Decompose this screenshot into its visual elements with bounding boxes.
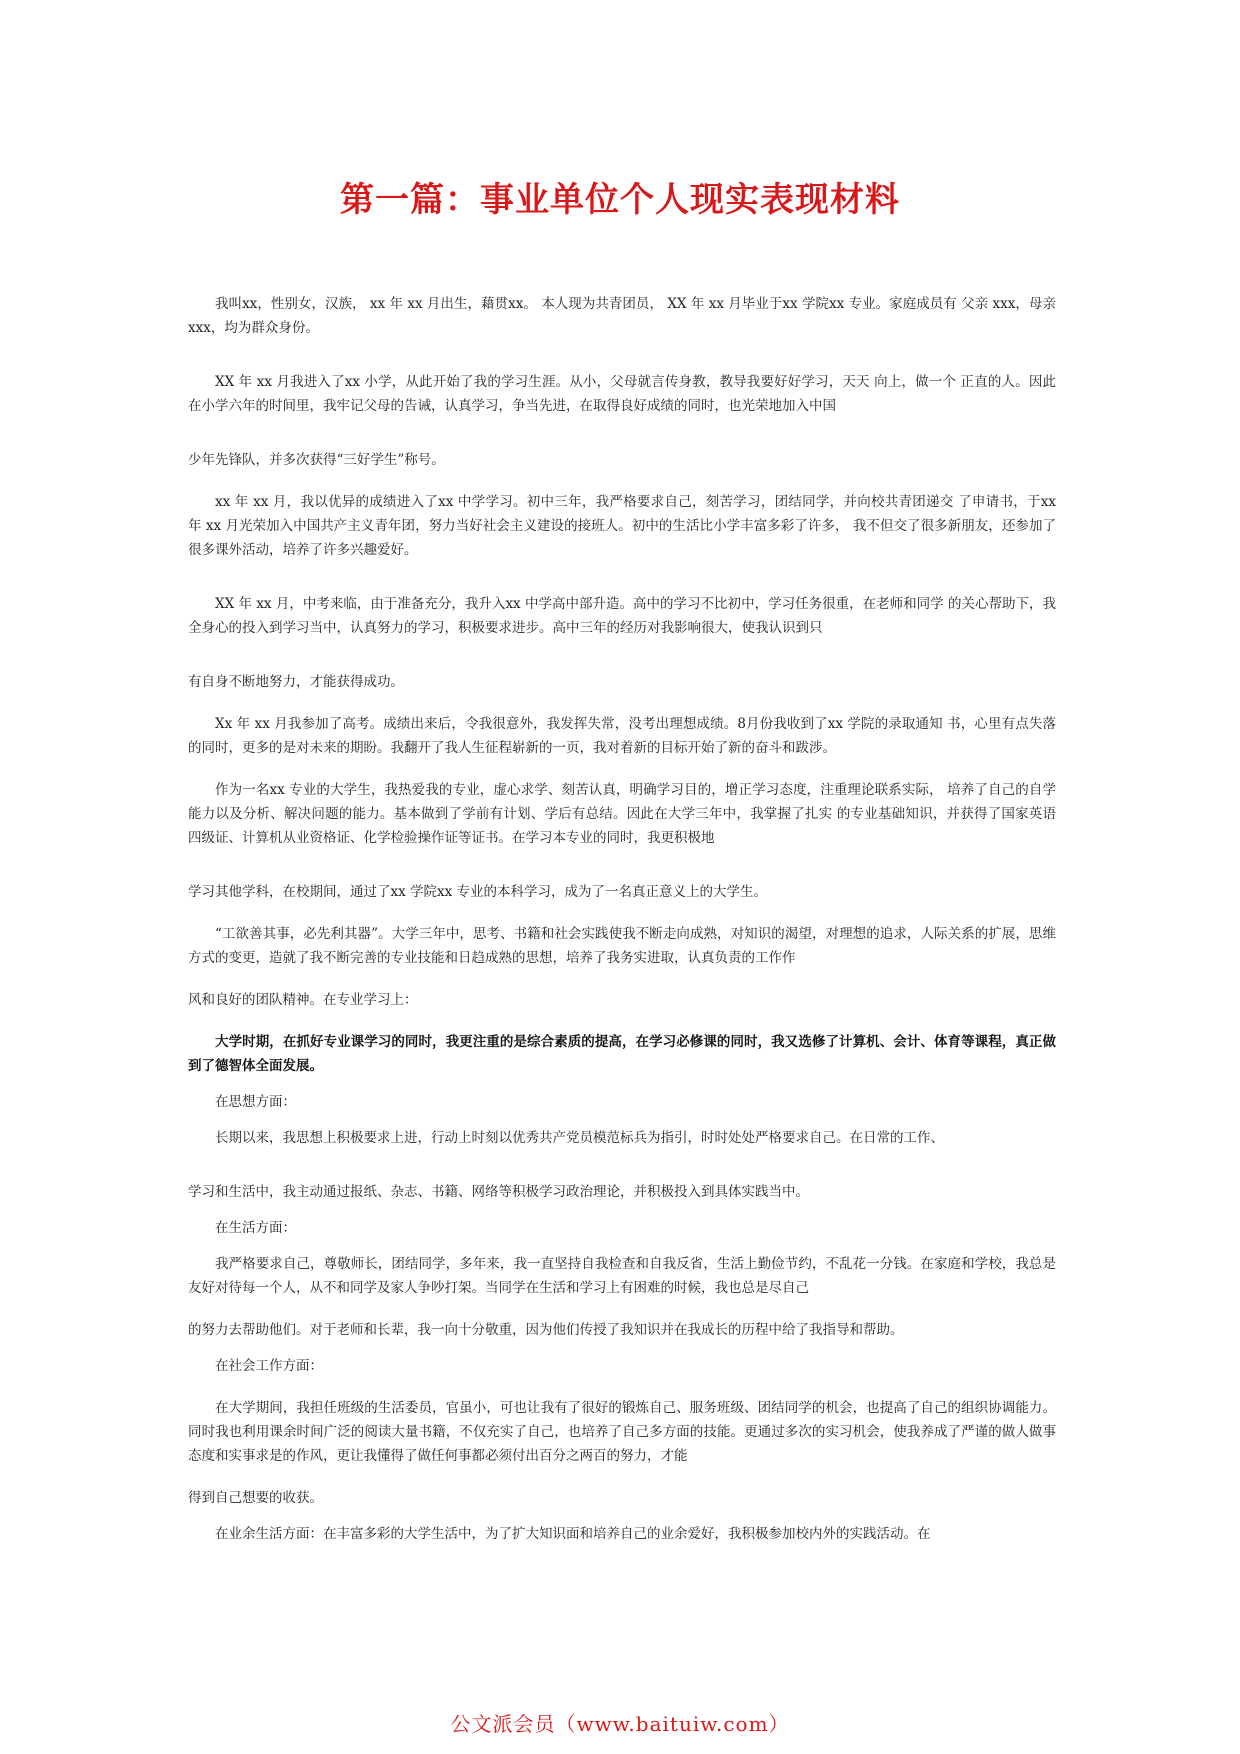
paragraph-high-school: XX 年 xx 月，中考来临，由于准备充分，我升入xx 中学高中部升造。高中的学习不比初中，学习任务很重，在老师和同学 的关心帮助下，我全身心的投入到学习当中，认真努力的学习，积极要求进步。高中三年的经历对我影响很大，使我认识到只 (188, 596, 1056, 636)
paragraph-university-study: 作为一名xx 专业的大学生，我热爱我的专业，虚心求学、刻苦认真，明确学习目的，增正学习态度，注重理论联系实际， 培养了自己的自学能力以及分析、解决问题的能力。基本做到了学前有计划、学后有总结。因此在大学三年中，我掌握了扎实 的专业基础知识，并获得了国家英语四级证、计算机从业资格证、化学检验操作证等证书。在学习本专业的同时，我更积极地 (188, 782, 1056, 846)
footer-watermark-link[interactable]: 公文派会员（www.baituiw.com） (450, 1712, 790, 1736)
section-heading-social-work: 在社会工作方面： (215, 1358, 323, 1374)
paragraph-life-cont: 的努力去帮助他们。对于老师和长辈，我一向十分敬重，因为他们传授了我知识并在我成长的历程中给了我指导和帮助。 (188, 1322, 904, 1338)
paragraph-personal-info: 我叫xx，性别女，汉族， xx 年 xx 月出生，藉贯xx。 本人现为共青团员， XX 年 xx 月毕业于xx 学院xx 专业。家庭成员有 父亲 xxx，母亲 xxx，均为群众身份。 (188, 296, 1056, 336)
paragraph-primary-school-cont: 少年先锋队，并多次获得“三好学生”称号。 (188, 452, 445, 468)
paragraph-social-work: 在大学期间，我担任班级的生活委员，官虽小，可也让我有了很好的锻炼自己、服务班级、团结同学的机会，也提高了自己的组织协调能力。同时我也利用课余时间广泛的阅读大量书籍，不仅充实了自己，也培养了自己多方面的技能。更通过多次的实习机会，使我养成了严谨的做人做事态度和实事求是的作风，更让我懂得了做任何事都必须付出百分之两百的努力，才能 (188, 1400, 1056, 1464)
paragraph-spare-time: 在业余生活方面：在丰富多彩的大学生活中，为了扩大知识面和培养自己的业余爱好，我积极参加校内外的实践活动。在 (215, 1526, 931, 1542)
paragraph-thought: 长期以来，我思想上积极要求上进，行动上时刻以优秀共产党员模范标兵为指引，时时处处严格要求自己。在日常的工作、 (215, 1130, 944, 1146)
document-title: 第一篇：事业单位个人现实表现材料 (340, 180, 900, 220)
paragraph-quote: “工欲善其事，必先利其器”。大学三年中，思考、书籍和社会实践使我不断走向成熟，对知识的渴望，对理想的追求，人际关系的扩展，思维方式的变更，造就了我不断完善的专业技能和日趋成熟的思想，培养了我务实进取，认真负责的工作作 (188, 926, 1056, 966)
paragraph-high-school-cont: 有自身不断地努力，才能获得成功。 (188, 674, 404, 690)
section-heading-thought: 在思想方面： (215, 1094, 296, 1110)
paragraph-social-work-cont: 得到自己想要的收获。 (188, 1490, 323, 1506)
paragraph-bold-highlight: 大学时期，在抓好专业课学习的同时，我更注重的是综合素质的提高，在学习必修课的同时，我又选修了计算机、会计、体育等课程，真正做到了德智体全面发展。 (188, 1034, 1056, 1074)
paragraph-primary-school: XX 年 xx 月我进入了xx 小学，从此开始了我的学习生涯。从小，父母就言传身教，教导我要好好学习，天天 向上，做一个 正直的人。因此在小学六年的时间里，我牢记父母的告诫，认真学习，争当先进，在取得良好成绩的同时，也光荣地加入中国 (188, 374, 1056, 414)
paragraph-quote-cont: 风和良好的团队精神。在专业学习上： (188, 992, 418, 1008)
paragraph-middle-school: xx 年 xx 月，我以优异的成绩进入了xx 中学学习。初中三年，我严格要求自己，刻苦学习，团结同学，并向校共青团递交 了申请书，于xx 年 xx 月光荣加入中国共产主义青年团，努力当好社会主义建设的接班人。初中的生活比小学丰富多彩了许多， 我不但交了很多新朋友，还参加了很多课外活动，培养了许多兴趣爱好。 (188, 494, 1056, 558)
paragraph-university-study-cont: 学习其他学科，在校期间，通过了xx 学院xx 专业的本科学习，成为了一名真正意义上的大学生。 (188, 884, 768, 900)
paragraph-college-entrance: Xx 年 xx 月我参加了高考。成绩出来后，令我很意外，我发挥失常，没考出理想成绩。8月份我收到了xx 学院的录取通知 书，心里有点失落的同时，更多的是对未来的期盼。我翻开了我人生征程崭新的一页，我对着新的目标开始了新的奋斗和跋涉。 (188, 716, 1056, 756)
paragraph-life: 我严格要求自己，尊敬师长，团结同学，多年来，我一直坚持自我检查和自我反省，生活上勤俭节约，不乱花一分钱。在家庭和学校，我总是友好对待每一个人，从不和同学及家人争吵打架。当同学在生活和学习上有困难的时候，我也总是尽自己 (188, 1256, 1056, 1296)
paragraph-thought-cont: 学习和生活中，我主动通过报纸、杂志、书籍、网络等积极学习政治理论，并积极投入到具体实践当中。 (188, 1184, 809, 1200)
document-body (188, 292, 1056, 1546)
section-heading-life: 在生活方面： (215, 1220, 296, 1236)
